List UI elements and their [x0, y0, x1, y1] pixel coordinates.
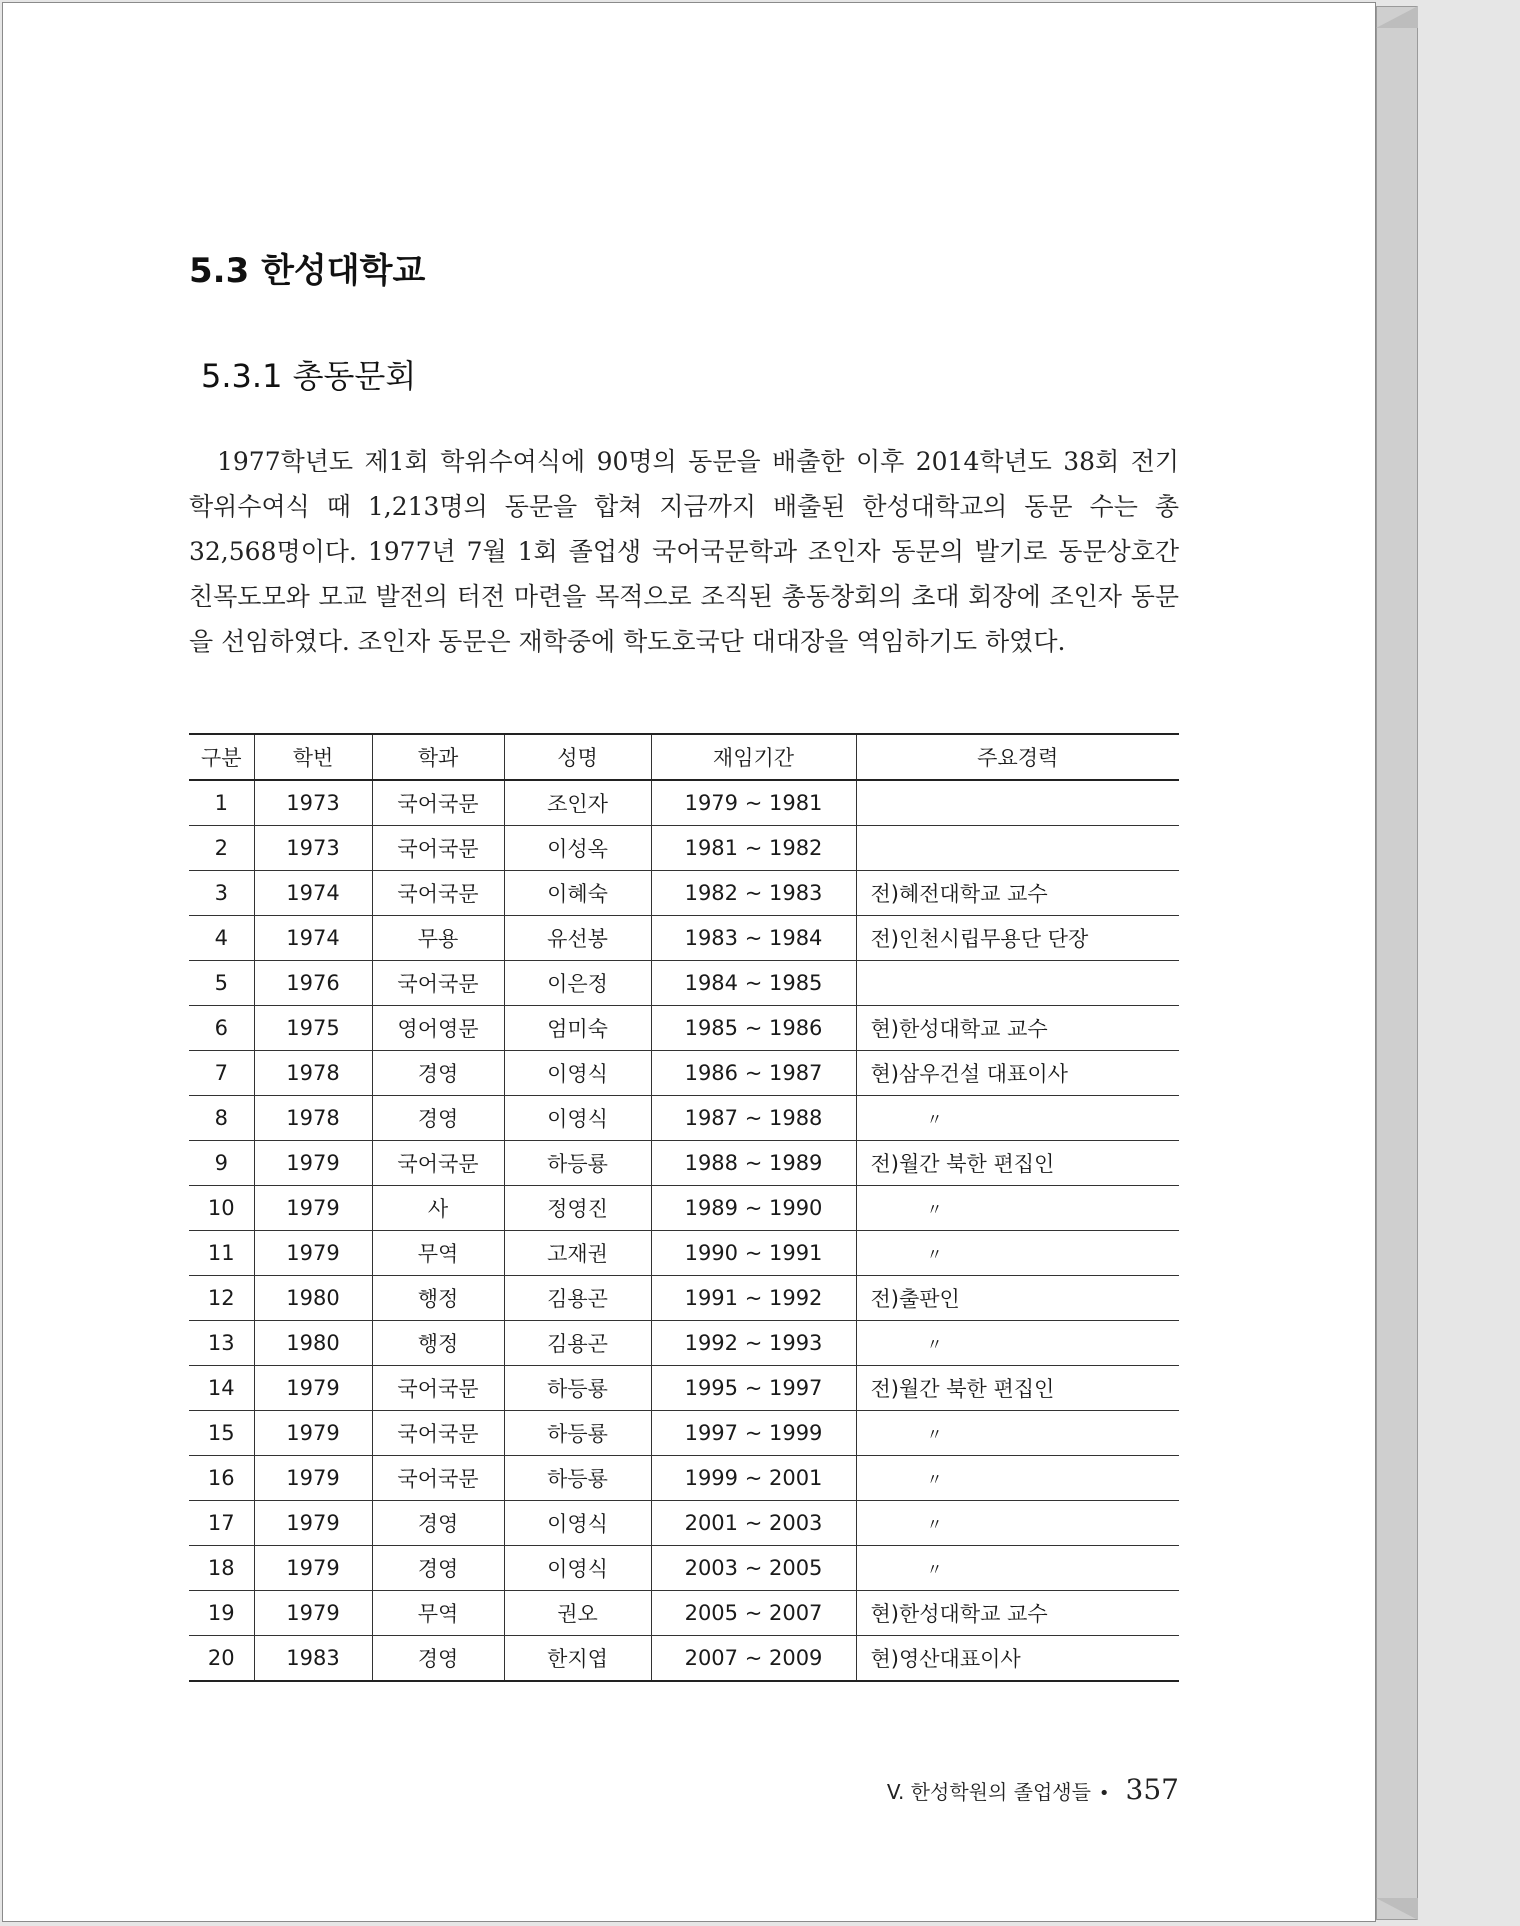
table-row — [189, 1186, 1179, 1231]
body-paragraph — [189, 439, 1179, 664]
cell-term: 1992 ~ 1993 — [651, 1321, 856, 1366]
cell-term: 2005 ~ 2007 — [651, 1591, 856, 1636]
cell-term: 1986 ~ 1987 — [651, 1051, 856, 1096]
page-stack-corner-bottom — [1376, 1898, 1418, 1920]
cell-term: 1984 ~ 1985 — [651, 961, 856, 1006]
footer-separator: • — [1098, 1783, 1110, 1804]
table-row — [189, 780, 1179, 826]
cell-no: 15 — [189, 1411, 254, 1456]
cell-career: 〃 — [856, 1096, 1179, 1141]
cell-career — [856, 826, 1179, 871]
cell-term: 1995 ~ 1997 — [651, 1366, 856, 1411]
cell-student-id: 1980 — [254, 1321, 372, 1366]
cell-department: 국어국문 — [372, 1411, 504, 1456]
table-row — [189, 1276, 1179, 1321]
cell-name: 한지엽 — [504, 1636, 651, 1682]
cell-student-id: 1983 — [254, 1636, 372, 1682]
table-row — [189, 1231, 1179, 1276]
cell-department: 행정 — [372, 1321, 504, 1366]
cell-student-id: 1979 — [254, 1546, 372, 1591]
cell-no: 19 — [189, 1591, 254, 1636]
cell-student-id: 1979 — [254, 1591, 372, 1636]
cell-career: 〃 — [856, 1321, 1179, 1366]
cell-name: 조인자 — [504, 780, 651, 826]
table-row — [189, 871, 1179, 916]
cell-career: 〃 — [856, 1501, 1179, 1546]
cell-term: 1990 ~ 1991 — [651, 1231, 856, 1276]
cell-name: 고재권 — [504, 1231, 651, 1276]
table-row — [189, 916, 1179, 961]
alumni-presidents-table — [189, 733, 1179, 1682]
cell-term: 1979 ~ 1981 — [651, 780, 856, 826]
cell-name: 하등룡 — [504, 1411, 651, 1456]
cell-career: 전)혜전대학교 교수 — [856, 871, 1179, 916]
cell-no: 12 — [189, 1276, 254, 1321]
cell-student-id: 1974 — [254, 871, 372, 916]
cell-student-id: 1973 — [254, 780, 372, 826]
cell-department: 국어국문 — [372, 1141, 504, 1186]
cell-department: 국어국문 — [372, 1456, 504, 1501]
cell-student-id: 1979 — [254, 1411, 372, 1456]
cell-student-id: 1979 — [254, 1231, 372, 1276]
cell-student-id: 1979 — [254, 1501, 372, 1546]
cell-department: 경영 — [372, 1501, 504, 1546]
cell-name: 김용곤 — [504, 1321, 651, 1366]
cell-no: 11 — [189, 1231, 254, 1276]
table-row — [189, 1141, 1179, 1186]
cell-term: 1981 ~ 1982 — [651, 826, 856, 871]
header-student-id: 학번 — [254, 734, 372, 780]
cell-name: 하등룡 — [504, 1456, 651, 1501]
cell-no: 20 — [189, 1636, 254, 1682]
cell-student-id: 1975 — [254, 1006, 372, 1051]
page-number: 357 — [1125, 1773, 1179, 1806]
cell-term: 2007 ~ 2009 — [651, 1636, 856, 1682]
cell-department: 무용 — [372, 916, 504, 961]
cell-name: 이은정 — [504, 961, 651, 1006]
cell-term: 1987 ~ 1988 — [651, 1096, 856, 1141]
cell-career: 전)인천시립무용단 단장 — [856, 916, 1179, 961]
subsection-title: 5.3.1 총동문회 — [201, 357, 417, 395]
table-row — [189, 1411, 1179, 1456]
cell-no: 13 — [189, 1321, 254, 1366]
cell-student-id: 1974 — [254, 916, 372, 961]
cell-name: 이영식 — [504, 1546, 651, 1591]
cell-department: 무역 — [372, 1231, 504, 1276]
cell-student-id: 1973 — [254, 826, 372, 871]
cell-department: 행정 — [372, 1276, 504, 1321]
cell-term: 2001 ~ 2003 — [651, 1501, 856, 1546]
cell-career: 현)영산대표이사 — [856, 1636, 1179, 1682]
cell-career: 전)월간 북한 편집인 — [856, 1141, 1179, 1186]
cell-name: 권오 — [504, 1591, 651, 1636]
cell-career: 〃 — [856, 1411, 1179, 1456]
cell-name: 엄미숙 — [504, 1006, 651, 1051]
cell-term: 1985 ~ 1986 — [651, 1006, 856, 1051]
cell-term: 1982 ~ 1983 — [651, 871, 856, 916]
cell-department: 국어국문 — [372, 871, 504, 916]
cell-no: 3 — [189, 871, 254, 916]
cell-student-id: 1978 — [254, 1051, 372, 1096]
cell-career: 현)한성대학교 교수 — [856, 1006, 1179, 1051]
header-department: 학과 — [372, 734, 504, 780]
table-row — [189, 1501, 1179, 1546]
cell-name: 이영식 — [504, 1096, 651, 1141]
table-row — [189, 1096, 1179, 1141]
cell-name: 이영식 — [504, 1051, 651, 1096]
cell-name: 이영식 — [504, 1501, 651, 1546]
book-page — [2, 2, 1376, 1922]
page-stack-corner-top — [1376, 6, 1418, 28]
cell-department: 국어국문 — [372, 961, 504, 1006]
cell-career: 〃 — [856, 1231, 1179, 1276]
cell-student-id: 1979 — [254, 1141, 372, 1186]
table-row — [189, 1456, 1179, 1501]
cell-no: 7 — [189, 1051, 254, 1096]
cell-name: 김용곤 — [504, 1276, 651, 1321]
cell-student-id: 1979 — [254, 1366, 372, 1411]
cell-career — [856, 780, 1179, 826]
cell-name: 유선봉 — [504, 916, 651, 961]
cell-career — [856, 961, 1179, 1006]
cell-department: 국어국문 — [372, 826, 504, 871]
cell-term: 1983 ~ 1984 — [651, 916, 856, 961]
cell-term: 1988 ~ 1989 — [651, 1141, 856, 1186]
table-row — [189, 1546, 1179, 1591]
cell-career: 현)한성대학교 교수 — [856, 1591, 1179, 1636]
cell-no: 14 — [189, 1366, 254, 1411]
cell-name: 이성옥 — [504, 826, 651, 871]
cell-career: 현)삼우건설 대표이사 — [856, 1051, 1179, 1096]
table-row — [189, 1591, 1179, 1636]
cell-no: 10 — [189, 1186, 254, 1231]
table-row — [189, 1366, 1179, 1411]
cell-department: 국어국문 — [372, 780, 504, 826]
cell-term: 1999 ~ 2001 — [651, 1456, 856, 1501]
header-term: 재임기간 — [651, 734, 856, 780]
cell-no: 16 — [189, 1456, 254, 1501]
header-career: 주요경력 — [856, 734, 1179, 780]
cell-no: 5 — [189, 961, 254, 1006]
cell-no: 9 — [189, 1141, 254, 1186]
table-row — [189, 1051, 1179, 1096]
cell-student-id: 1978 — [254, 1096, 372, 1141]
cell-department: 경영 — [372, 1546, 504, 1591]
cell-name: 이혜숙 — [504, 871, 651, 916]
cell-term: 1997 ~ 1999 — [651, 1411, 856, 1456]
table-row — [189, 1636, 1179, 1682]
cell-department: 국어국문 — [372, 1366, 504, 1411]
table-row — [189, 826, 1179, 871]
cell-name: 정영진 — [504, 1186, 651, 1231]
cell-student-id: 1976 — [254, 961, 372, 1006]
cell-no: 18 — [189, 1546, 254, 1591]
cell-name: 하등룡 — [504, 1141, 651, 1186]
cell-student-id: 1980 — [254, 1276, 372, 1321]
cell-name: 하등룡 — [504, 1366, 651, 1411]
table-header-row — [189, 734, 1179, 780]
cell-no: 8 — [189, 1096, 254, 1141]
cell-term: 2003 ~ 2005 — [651, 1546, 856, 1591]
page-footer — [883, 1773, 1179, 1806]
section-title: 5.3 한성대학교 — [189, 251, 426, 291]
cell-department: 사 — [372, 1186, 504, 1231]
table-row — [189, 1006, 1179, 1051]
header-no: 구분 — [189, 734, 254, 780]
cell-term: 1991 ~ 1992 — [651, 1276, 856, 1321]
cell-student-id: 1979 — [254, 1456, 372, 1501]
cell-career: 〃 — [856, 1186, 1179, 1231]
cell-career: 〃 — [856, 1456, 1179, 1501]
running-chapter-title: V. 한성학원의 졸업생들 — [886, 1780, 1091, 1804]
cell-department: 경영 — [372, 1051, 504, 1096]
cell-student-id: 1979 — [254, 1186, 372, 1231]
paragraph-text: 1977학년도 제1회 학위수여식에 90명의 동문을 배출한 이후 2014학년도 38회 전기 학위수여식 때 1,213명의 동문을 합쳐 지금까지 배출된 한성대학교의 동문 수는 총 32,568명이다. 1977년 7월 1회 졸업생 국어국문학과 조인자 동문의 발기로 동문상호간 친목도모와 모교 발전의 터전 마련을 목적으로 조직된 총동창회의 초대 회장에 조인자 동문을 선임하였다. 조인자 동문은 재학중에 학도호국단 대대장을 역임하기도 하였다. — [189, 447, 1179, 656]
cell-department: 무역 — [372, 1591, 504, 1636]
cell-department: 영어영문 — [372, 1006, 504, 1051]
cell-career: 전)출판인 — [856, 1276, 1179, 1321]
cell-career: 전)월간 북한 편집인 — [856, 1366, 1179, 1411]
cell-career: 〃 — [856, 1546, 1179, 1591]
table-row — [189, 961, 1179, 1006]
cell-department: 경영 — [372, 1636, 504, 1682]
cell-no: 1 — [189, 780, 254, 826]
table-row — [189, 1321, 1179, 1366]
cell-no: 4 — [189, 916, 254, 961]
cell-department: 경영 — [372, 1096, 504, 1141]
cell-no: 17 — [189, 1501, 254, 1546]
page-stack-edge — [1376, 6, 1418, 1920]
cell-term: 1989 ~ 1990 — [651, 1186, 856, 1231]
cell-no: 6 — [189, 1006, 254, 1051]
header-name: 성명 — [504, 734, 651, 780]
cell-no: 2 — [189, 826, 254, 871]
